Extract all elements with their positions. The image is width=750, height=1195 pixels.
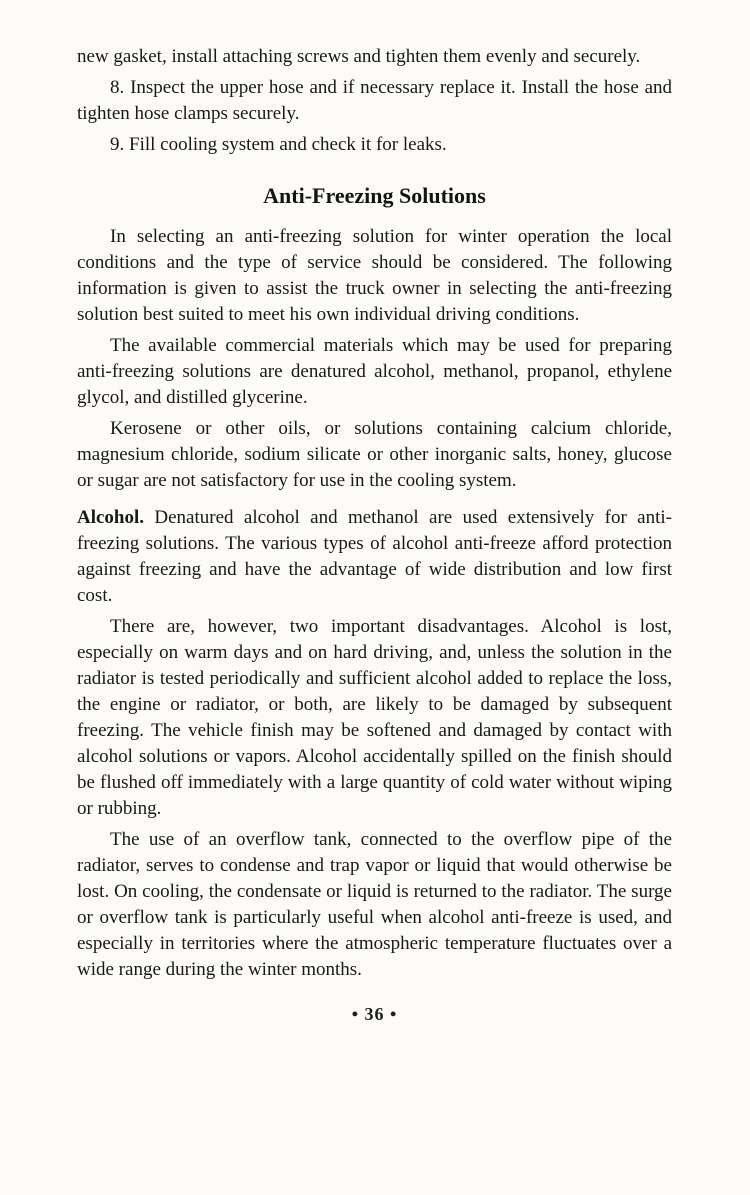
body-paragraph: In selecting an anti-freezing solution for winter operation the local conditions and the type of service should be considered. The following information is given to assist the truck owner in selecting the anti-freezing solution best suited to meet his own individual driving conditions.	[77, 226, 672, 325]
numbered-step-8	[77, 75, 672, 127]
step-text: Fill cooling system and check it for leaks.	[129, 134, 447, 155]
step-number: 8.	[110, 77, 125, 98]
body-paragraph: Kerosene or other oils, or solutions containing calcium chloride, magnesium chloride, sodium silicate or other inorganic salts, honey, glucose or sugar are not satisfactory for use in the cooling system.	[77, 418, 672, 491]
step-number: 9.	[110, 134, 125, 155]
body-paragraph: The use of an overflow tank, connected to the overflow pipe of the radiator, serves to condense and trap vapor or liquid that would otherwise be lost. On cooling, the condensate or liquid is returned to the radiator. The surge or overflow tank is particularly useful when alcohol anti-freeze is used, and especially in territories where the atmospheric temperature fluctuates over a wide range during the winter months.	[77, 829, 672, 980]
alcohol-text: Denatured alcohol and methanol are used extensively for anti-freezing solutions. The various types of alcohol anti-freeze afford protection against freezing and have the advantage of wide distribution and low first cost.	[77, 507, 672, 606]
alcohol-paragraph	[77, 505, 672, 609]
step-text: Inspect the upper hose and if necessary replace it. Install the hose and tighten hose clamps securely.	[77, 77, 673, 124]
paragraph-continuation: new gasket, install attaching screws and tighten them evenly and securely.	[77, 46, 641, 67]
alcohol-lead: Alcohol.	[77, 507, 145, 528]
page-number: • 36 •	[351, 1004, 398, 1024]
body-paragraph: There are, however, two important disadvantages. Alcohol is lost, especially on warm days and on hard driving, and, unless the solution in the radiator is tested periodically and sufficient alcohol added to replace the loss, the engine or radiator, or both, are likely to be damaged by subsequent freezing. The vehicle finish may be softened and damaged by contact with alcohol solutions or vapors. Alcohol accidentally spilled on the finish should be flushed off immediately with a large quantity of cold water without wiping or rubbing.	[77, 616, 672, 819]
numbered-step-9	[77, 132, 672, 158]
section-title: Anti-Freezing Solutions	[263, 183, 486, 208]
body-paragraph: The available commercial materials which may be used for preparing anti-freezing solutions are denatured alcohol, methanol, propanol, ethylene glycol, and distilled glycerine.	[77, 335, 672, 408]
